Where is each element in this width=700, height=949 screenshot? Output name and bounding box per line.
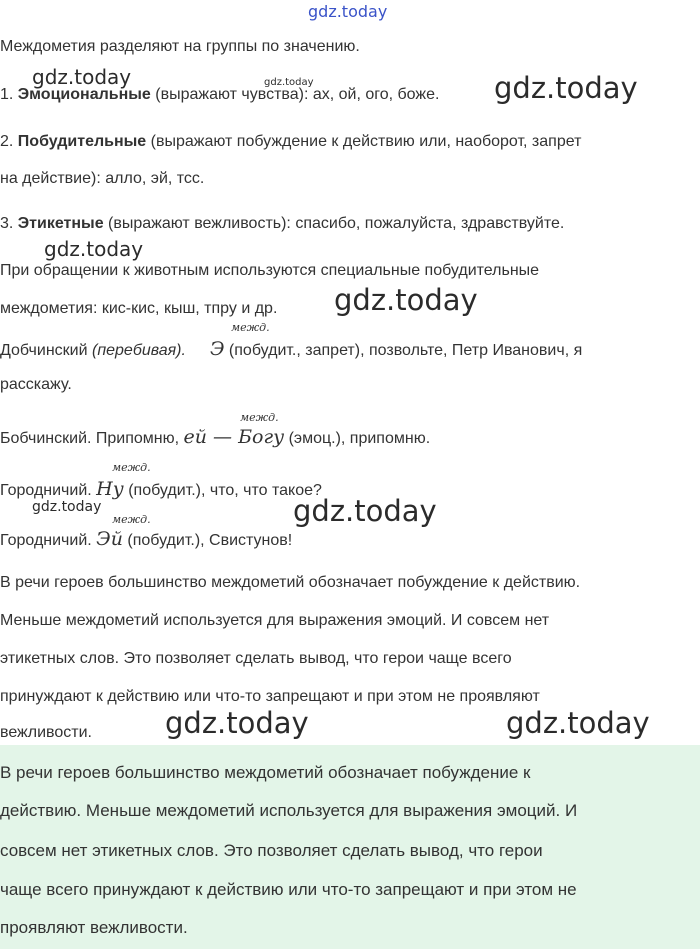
conclusion-line: принуждают к действию или что-то запрещают и при этом не проявляют bbox=[0, 688, 540, 705]
watermark: gdz.today bbox=[165, 706, 309, 740]
intro-text: Междометия разделяют на группы по значению. bbox=[0, 38, 360, 55]
answer-line: В речи героев большинство междометий обозначает побуждение к bbox=[0, 763, 531, 782]
dialogue-line: Добчинский (перебивая). Э (побудит., запрет), позвольте, Петр Иванович, я bbox=[0, 338, 583, 360]
interjection: Ну bbox=[96, 478, 124, 500]
conclusion-line: Меньше междометий используется для выражения эмоций. И совсем нет bbox=[0, 612, 550, 629]
dialogue-line: Городничий. Эй (побудит.), Свистунов! bbox=[0, 528, 293, 550]
interjection-mark: межд. bbox=[112, 513, 151, 526]
interjection-mark: межд. bbox=[112, 461, 151, 474]
watermark: gdz.today bbox=[32, 499, 102, 515]
dialogue-line: Бобчинский. Припомню, ей — Богу (эмоц.), припомню. bbox=[0, 426, 431, 448]
interjection: ей — Богу bbox=[183, 426, 285, 448]
group-etiquette: 3. Этикетные (выражают вежливость): спасибо, пожалуйста, здравствуйте. bbox=[0, 215, 565, 232]
watermark: gdz.today bbox=[494, 71, 638, 105]
watermark: gdz.today bbox=[506, 706, 650, 740]
animals-text-cont: междометия: кис-кис, кыш, тпру и др. bbox=[0, 300, 278, 317]
watermark: gdz.today bbox=[44, 237, 144, 261]
watermark: gdz.today bbox=[264, 77, 314, 88]
conclusion-line: В речи героев большинство междометий обозначает побуждение к действию. bbox=[0, 574, 581, 591]
group-emotional: 1. Эмоциональные (выражают чувства): ах, ой, ого, боже. bbox=[0, 86, 440, 103]
conclusion-line: этикетных слов. Это позволяет сделать вывод, что герои чаще всего bbox=[0, 650, 512, 667]
interjection: Э bbox=[209, 338, 225, 360]
answer-block bbox=[0, 745, 700, 949]
watermark: gdz.today bbox=[32, 65, 132, 89]
dialogue-line: Городничий. Ну (побудит.), что, что такое? bbox=[0, 478, 322, 500]
interjection: Эй bbox=[96, 528, 123, 550]
answer-line: действию. Меньше междометий используется для выражения эмоций. И bbox=[0, 801, 578, 820]
watermark: gdz.today bbox=[293, 494, 437, 528]
answer-line: чаще всего принуждают к действию или что-то запрещают и при этом не bbox=[0, 880, 577, 899]
interjection-mark: межд. bbox=[231, 321, 270, 334]
answer-line: проявляют вежливости. bbox=[0, 918, 188, 937]
dialogue-line-cont: расскажу. bbox=[0, 376, 72, 393]
watermark: gdz.today bbox=[334, 283, 478, 317]
conclusion-line: вежливости. bbox=[0, 724, 92, 741]
animals-text: При обращении к животным используются специальные побудительные bbox=[0, 262, 540, 279]
group-incentive-cont: на действие): алло, эй, тсс. bbox=[0, 170, 205, 187]
answer-line: совсем нет этикетных слов. Это позволяет сделать вывод, что герои bbox=[0, 841, 543, 860]
interjection-mark: межд. bbox=[240, 411, 279, 424]
group-incentive: 2. Побудительные (выражают побуждение к действию или, наоборот, запрет bbox=[0, 133, 582, 150]
watermark-top: gdz.today bbox=[308, 2, 388, 21]
